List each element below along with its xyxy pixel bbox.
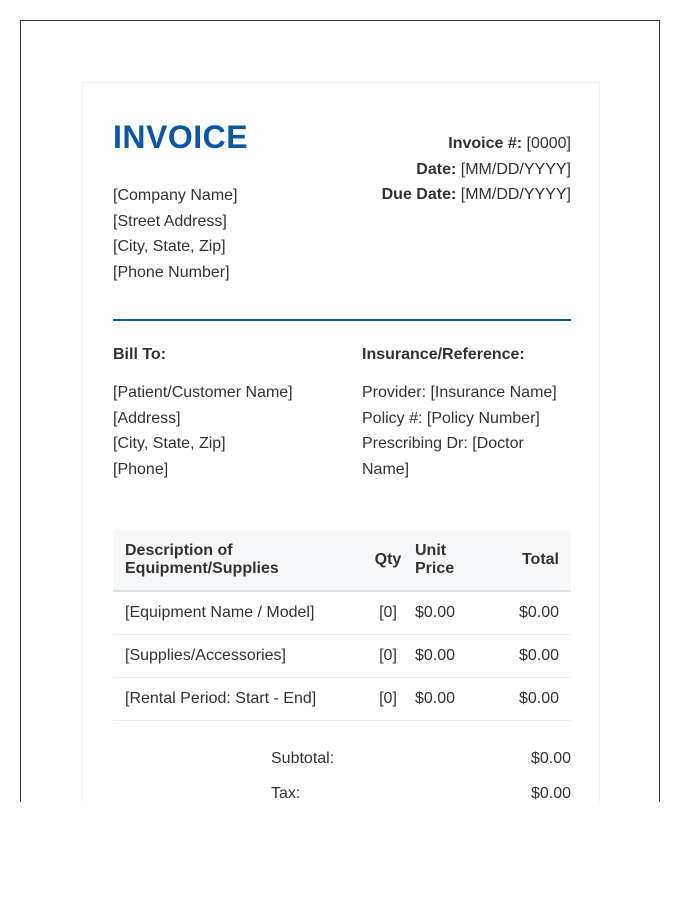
due-date-line [382, 182, 571, 208]
header-unit-price: Unit Price [407, 530, 487, 591]
bill-to-section [113, 345, 353, 483]
bill-to-heading: Bill To: [113, 346, 167, 363]
row-qty: [0] [369, 678, 407, 721]
line-items-table [113, 530, 571, 721]
invoice-meta [382, 131, 571, 208]
table-row [113, 635, 571, 678]
tax-value: $0.00 [530, 785, 571, 802]
row-unit-price: $0.00 [407, 591, 487, 635]
page-frame [20, 20, 660, 802]
insurance-heading: Insurance/Reference: [362, 346, 525, 363]
date-value: [MM/DD/YYYY] [460, 160, 571, 178]
header-total: Total [487, 530, 571, 591]
row-description: [Supplies/Accessories] [113, 635, 369, 678]
row-unit-price: $0.00 [407, 635, 487, 678]
company-street: [Street Address] [113, 212, 227, 230]
company-city-state-zip: [City, State, Zip] [113, 238, 226, 256]
row-qty: [0] [369, 635, 407, 678]
table-row [113, 678, 571, 721]
totals-section [271, 748, 571, 802]
invoice-number-value: [0000] [526, 135, 571, 152]
subtotal-label: Subtotal: [271, 750, 335, 767]
bill-to-line: [Patient/Customer Name] [113, 384, 293, 401]
row-total: $0.00 [487, 591, 571, 635]
invoice-number-label: Invoice #: [448, 135, 523, 152]
tax-row [271, 783, 571, 802]
insurance-line: Provider: [Insurance Name] [362, 384, 557, 401]
insurance-line: Policy #: [Policy Number] [362, 409, 540, 427]
date-line [382, 157, 571, 183]
row-unit-price: $0.00 [407, 678, 487, 721]
insurance-section [362, 345, 571, 483]
invoice-sheet [82, 82, 600, 802]
due-date-value: [MM/DD/YYYY] [460, 186, 571, 204]
row-total: $0.00 [487, 635, 571, 678]
header-divider [113, 319, 571, 321]
company-name: [Company Name] [113, 187, 238, 204]
row-total: $0.00 [487, 678, 571, 721]
table-header-row [113, 530, 571, 591]
bill-to-line: [City, State, Zip] [113, 435, 226, 453]
bill-to-line: [Phone] [113, 461, 169, 479]
company-phone: [Phone Number] [113, 264, 230, 282]
tax-label: Tax: [271, 785, 301, 802]
subtotal-row [271, 748, 571, 783]
invoice-number-line [382, 131, 571, 157]
row-qty: [0] [369, 591, 407, 635]
header-description: Description of Equipment/Supplies [113, 530, 369, 591]
invoice-title: INVOICE [113, 119, 249, 155]
subtotal-value: $0.00 [530, 750, 571, 767]
date-label: Date: [416, 160, 457, 178]
table-row [113, 591, 571, 635]
header-qty: Qty [369, 530, 407, 591]
company-info [113, 183, 238, 286]
due-date-label: Due Date: [381, 186, 457, 204]
bill-to-line: [Address] [113, 409, 181, 427]
insurance-line: Prescribing Dr: [Doctor Name] [362, 435, 524, 479]
row-description: [Rental Period: Start - End] [113, 678, 369, 721]
row-description: [Equipment Name / Model] [113, 591, 369, 635]
